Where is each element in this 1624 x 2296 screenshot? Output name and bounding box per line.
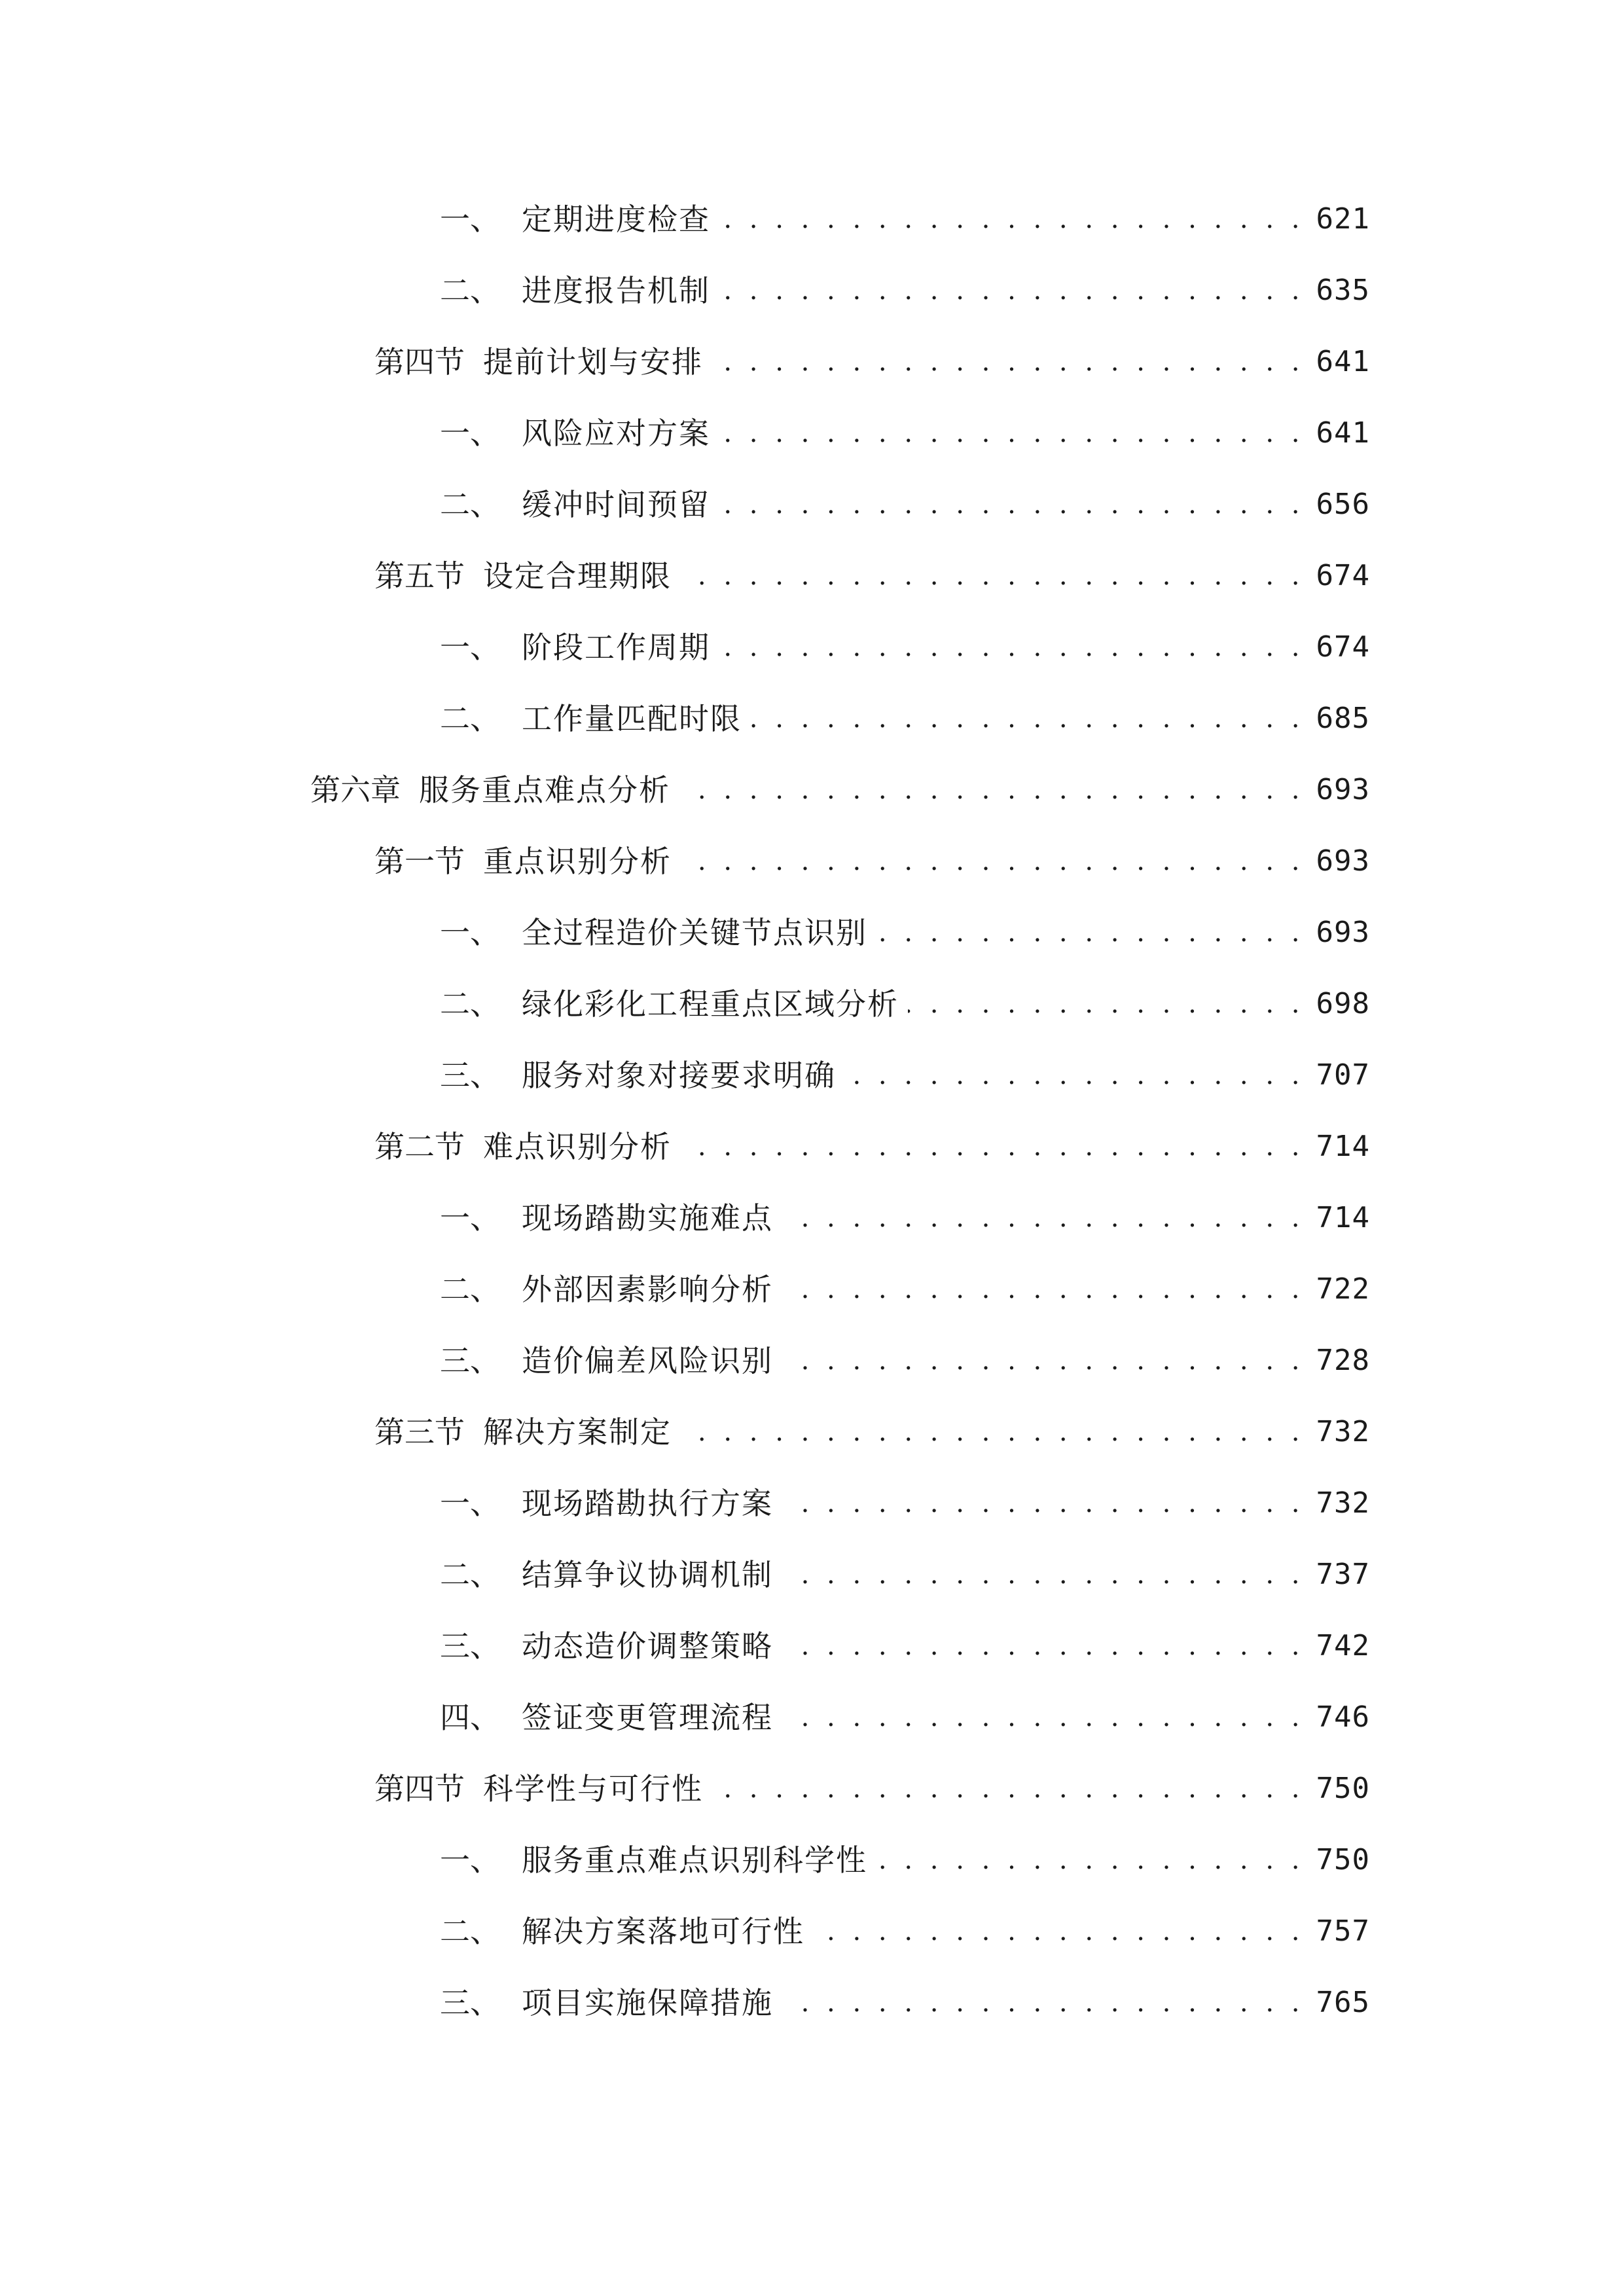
toc-entry[interactable] bbox=[440, 621, 1370, 673]
toc-title: 绿化彩化工程重点区域分析 bbox=[522, 986, 899, 1022]
dot-leader bbox=[681, 550, 1305, 602]
toc-title: 结算争议协调机制 bbox=[522, 1557, 773, 1592]
dot-leader bbox=[681, 1406, 1305, 1458]
dot-leader bbox=[908, 978, 1305, 1030]
toc-title: 签证变更管理流程 bbox=[522, 1700, 773, 1735]
toc-title: 科学性与可行性 bbox=[483, 1771, 703, 1806]
toc-page-number: 693 bbox=[1316, 773, 1370, 806]
toc-entry[interactable] bbox=[440, 1263, 1370, 1316]
toc-entry[interactable] bbox=[440, 193, 1370, 245]
toc-page-number: 693 bbox=[1316, 844, 1370, 878]
dot-leader bbox=[814, 1905, 1305, 1958]
toc-page-number: 685 bbox=[1316, 702, 1370, 735]
toc-title: 解决方案制定 bbox=[483, 1414, 672, 1450]
toc-entry[interactable] bbox=[440, 1549, 1370, 1601]
toc-number: 二、 bbox=[440, 273, 500, 308]
toc-title: 解决方案落地可行性 bbox=[522, 1914, 804, 1949]
toc-number: 二、 bbox=[440, 487, 500, 522]
dot-leader bbox=[719, 193, 1305, 245]
toc-title: 造价偏差风险识别 bbox=[522, 1343, 773, 1378]
toc-title: 服务对象对接要求明确 bbox=[522, 1058, 836, 1093]
toc-entry[interactable] bbox=[440, 1049, 1370, 1102]
toc-title: 阶段工作周期 bbox=[522, 630, 710, 665]
toc-number: 第六章 bbox=[310, 772, 401, 808]
toc-title: 全过程造价关键节点识别 bbox=[522, 915, 867, 950]
toc-number: 二、 bbox=[440, 701, 500, 736]
dot-leader bbox=[681, 1121, 1305, 1173]
toc-title: 项目实施保障措施 bbox=[522, 1985, 773, 2020]
dot-leader bbox=[782, 1477, 1305, 1530]
dot-leader bbox=[719, 264, 1305, 317]
toc-entry[interactable] bbox=[440, 1977, 1370, 2029]
toc-entry[interactable] bbox=[374, 1406, 1370, 1458]
toc-title: 动态造价调整策略 bbox=[522, 1628, 773, 1664]
toc-number: 一、 bbox=[440, 416, 500, 451]
toc-number: 一、 bbox=[440, 630, 500, 665]
toc-page-number: 765 bbox=[1316, 1986, 1370, 2019]
toc-page-number: 674 bbox=[1316, 559, 1370, 592]
toc-number: 四、 bbox=[440, 1700, 500, 1735]
toc-entry[interactable] bbox=[374, 835, 1370, 888]
toc-number: 三、 bbox=[440, 1985, 500, 2020]
dot-leader bbox=[782, 1977, 1305, 2029]
dot-leader bbox=[719, 621, 1305, 673]
toc-title: 设定合理期限 bbox=[483, 558, 672, 594]
toc-number: 第三节 bbox=[374, 1414, 465, 1450]
toc-number: 第二节 bbox=[374, 1129, 465, 1164]
toc-page-number: 732 bbox=[1316, 1486, 1370, 1520]
toc-page-number: 641 bbox=[1316, 416, 1370, 450]
toc-title: 难点识别分析 bbox=[483, 1129, 672, 1164]
toc-number: 一、 bbox=[440, 1842, 500, 1878]
toc-page-number: 728 bbox=[1316, 1344, 1370, 1377]
toc-page-number: 714 bbox=[1316, 1201, 1370, 1234]
toc-number: 一、 bbox=[440, 915, 500, 950]
toc-page-number: 621 bbox=[1316, 202, 1370, 236]
toc-page-number: 641 bbox=[1316, 345, 1370, 378]
dot-leader bbox=[782, 1691, 1305, 1744]
toc-page-number: 737 bbox=[1316, 1558, 1370, 1591]
toc-number: 三、 bbox=[440, 1628, 500, 1664]
dot-leader bbox=[782, 1549, 1305, 1601]
dot-leader bbox=[719, 478, 1305, 531]
toc-title: 服务重点难点分析 bbox=[419, 772, 670, 808]
toc-entry[interactable] bbox=[440, 264, 1370, 317]
toc-entry[interactable] bbox=[374, 1121, 1370, 1173]
toc-entry[interactable] bbox=[440, 1477, 1370, 1530]
dot-leader bbox=[782, 1263, 1305, 1316]
toc-number: 第五节 bbox=[374, 558, 465, 594]
toc-page-number: 714 bbox=[1316, 1130, 1370, 1163]
toc-number: 第四节 bbox=[374, 1771, 465, 1806]
toc-title: 进度报告机制 bbox=[522, 273, 710, 308]
toc-entry[interactable] bbox=[440, 906, 1370, 959]
toc-number: 一、 bbox=[440, 1200, 500, 1236]
toc-page-number: 656 bbox=[1316, 488, 1370, 521]
toc-number: 二、 bbox=[440, 986, 500, 1022]
dot-leader bbox=[782, 1192, 1305, 1244]
toc-entry[interactable] bbox=[440, 407, 1370, 459]
toc-number: 一、 bbox=[440, 1486, 500, 1521]
toc-title: 重点识别分析 bbox=[483, 844, 672, 879]
toc-number: 三、 bbox=[440, 1343, 500, 1378]
toc-title: 外部因素影响分析 bbox=[522, 1272, 773, 1307]
toc-page-number: 750 bbox=[1316, 1843, 1370, 1876]
toc-title: 现场踏勘执行方案 bbox=[522, 1486, 773, 1521]
toc-number: 二、 bbox=[440, 1914, 500, 1949]
toc-entry[interactable] bbox=[440, 1620, 1370, 1672]
toc-title: 缓冲时间预留 bbox=[522, 487, 710, 522]
toc-page-number: 746 bbox=[1316, 1700, 1370, 1734]
dot-leader bbox=[782, 1335, 1305, 1387]
toc-entry[interactable] bbox=[440, 1691, 1370, 1744]
toc-entry[interactable] bbox=[440, 1192, 1370, 1244]
dot-leader bbox=[679, 764, 1305, 816]
toc-entry[interactable] bbox=[310, 764, 1370, 816]
toc-page-number: 693 bbox=[1316, 916, 1370, 949]
toc-title: 服务重点难点识别科学性 bbox=[522, 1842, 867, 1878]
toc-page-number: 635 bbox=[1316, 274, 1370, 307]
toc-entry[interactable] bbox=[374, 550, 1370, 602]
toc-entry[interactable] bbox=[440, 1905, 1370, 1958]
dot-leader bbox=[845, 1049, 1305, 1102]
toc-number: 二、 bbox=[440, 1557, 500, 1592]
toc-number: 第四节 bbox=[374, 344, 465, 380]
toc-entry[interactable] bbox=[440, 1834, 1370, 1886]
toc-title: 现场踏勘实施难点 bbox=[522, 1200, 773, 1236]
toc-number: 第一节 bbox=[374, 844, 465, 879]
toc-title: 工作量匹配时限 bbox=[522, 701, 742, 736]
dot-leader bbox=[876, 1834, 1305, 1886]
toc-page-number: 742 bbox=[1316, 1629, 1370, 1662]
toc-number: 三、 bbox=[440, 1058, 500, 1093]
toc-number: 二、 bbox=[440, 1272, 500, 1307]
toc-page-number: 732 bbox=[1316, 1415, 1370, 1448]
toc-entry[interactable] bbox=[374, 1763, 1370, 1815]
toc-entry[interactable] bbox=[440, 478, 1370, 531]
toc-page-number: 698 bbox=[1316, 987, 1370, 1020]
dot-leader bbox=[719, 407, 1305, 459]
dot-leader bbox=[681, 835, 1305, 888]
dot-leader bbox=[876, 906, 1305, 959]
toc-title: 定期进度检查 bbox=[522, 202, 710, 237]
toc-page-number: 722 bbox=[1316, 1272, 1370, 1306]
dot-leader bbox=[712, 336, 1305, 388]
toc-page-number: 757 bbox=[1316, 1914, 1370, 1948]
toc-entry[interactable] bbox=[440, 1335, 1370, 1387]
dot-leader bbox=[751, 692, 1305, 745]
toc-page-number: 750 bbox=[1316, 1772, 1370, 1805]
toc-number: 一、 bbox=[440, 202, 500, 237]
toc-entry[interactable] bbox=[440, 692, 1370, 745]
toc-title: 风险应对方案 bbox=[522, 416, 710, 451]
dot-leader bbox=[712, 1763, 1305, 1815]
toc-title: 提前计划与安排 bbox=[483, 344, 703, 380]
toc-page-number: 674 bbox=[1316, 630, 1370, 664]
toc-entry[interactable] bbox=[440, 978, 1370, 1030]
toc-page-number: 707 bbox=[1316, 1058, 1370, 1092]
toc-entry[interactable] bbox=[374, 336, 1370, 388]
dot-leader bbox=[782, 1620, 1305, 1672]
